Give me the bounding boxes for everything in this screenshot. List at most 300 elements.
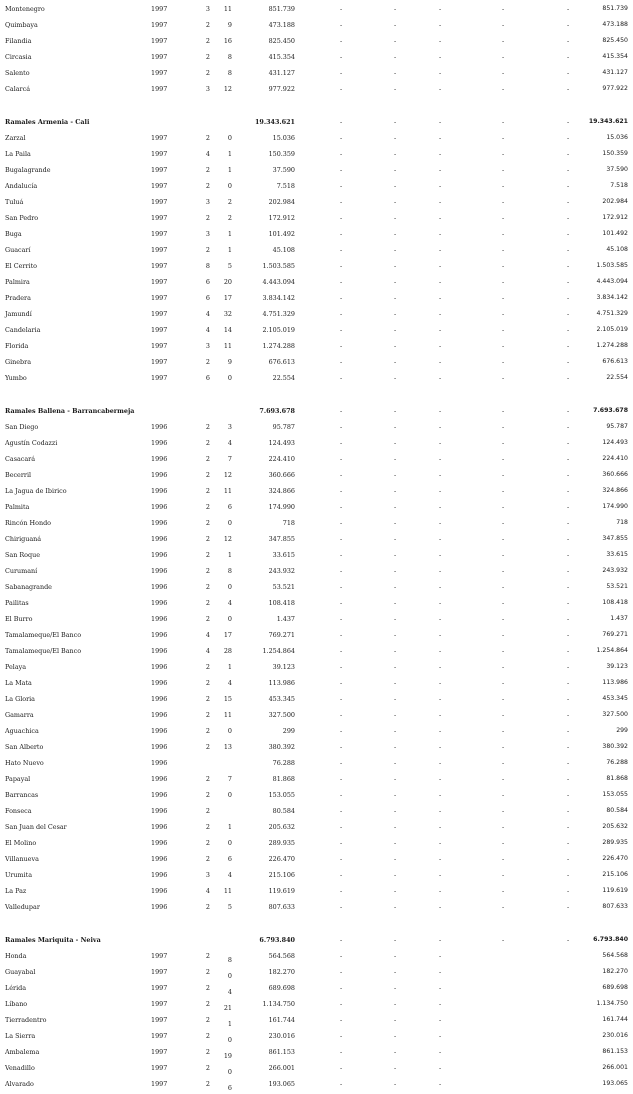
municipality-name: Tamalameque/El Banco — [5, 647, 82, 655]
count-b-cell: 11 — [223, 487, 232, 495]
table-row — [0, 292, 633, 304]
empty-cell-dash: - — [502, 631, 505, 639]
value-cell: 4.751.329 — [262, 310, 295, 318]
count-b-cell: 1 — [227, 1020, 232, 1028]
year-cell: 1997 — [151, 230, 168, 238]
year-cell: 1997 — [151, 53, 168, 61]
count-b-cell: 9 — [227, 21, 232, 29]
empty-cell-dash: - — [340, 150, 343, 158]
empty-cell-dash: - — [502, 182, 505, 190]
count-a-cell: 2 — [205, 984, 210, 992]
municipality-name: Circasia — [5, 53, 32, 61]
table-row — [0, 340, 633, 352]
count-b-cell: 16 — [223, 37, 232, 45]
value-cell: 825.450 — [268, 37, 295, 45]
count-b-cell: 0 — [227, 1036, 232, 1044]
empty-cell-dash: - — [502, 823, 505, 831]
empty-cell-dash: - — [394, 1032, 397, 1040]
empty-cell-dash: - — [394, 134, 397, 142]
empty-cell-dash: - — [394, 984, 397, 992]
total-cell: 453.345 — [602, 695, 628, 702]
total-cell: 81.868 — [606, 775, 628, 782]
total-cell: 3.834.142 — [596, 294, 628, 301]
empty-cell-dash: - — [567, 695, 570, 703]
total-cell: 1.274.288 — [596, 342, 628, 349]
value-cell: 113.986 — [268, 679, 295, 687]
count-a-cell: 4 — [205, 326, 210, 334]
year-cell: 1997 — [151, 1000, 168, 1008]
value-cell: 851.739 — [268, 5, 295, 13]
empty-cell-dash: - — [394, 599, 397, 607]
empty-cell-dash: - — [439, 150, 442, 158]
empty-cell-dash: - — [567, 118, 570, 126]
empty-cell-dash: - — [340, 727, 343, 735]
empty-cell-dash: - — [502, 807, 505, 815]
count-a-cell: 4 — [205, 150, 210, 158]
empty-cell-dash: - — [502, 519, 505, 527]
total-cell: 473.188 — [602, 21, 628, 28]
empty-cell-dash: - — [340, 214, 343, 222]
total-cell: 226.470 — [602, 855, 628, 862]
value-cell: 324.866 — [268, 487, 295, 495]
empty-cell-dash: - — [439, 711, 442, 719]
count-a-cell: 3 — [205, 342, 210, 350]
empty-cell-dash: - — [502, 423, 505, 431]
municipality-name: La Paila — [5, 150, 31, 158]
total-cell: 108.418 — [602, 599, 628, 606]
empty-cell-dash: - — [439, 887, 442, 895]
total-cell: 39.123 — [606, 663, 628, 670]
table-row — [0, 533, 633, 545]
section-total: 7.693.678 — [593, 407, 628, 414]
empty-cell-dash: - — [502, 583, 505, 591]
table-row — [0, 661, 633, 673]
empty-cell-dash: - — [567, 230, 570, 238]
empty-cell-dash: - — [439, 1048, 442, 1056]
empty-cell-dash: - — [340, 871, 343, 879]
total-cell: 676.613 — [602, 358, 628, 365]
municipality-name: La Mata — [5, 679, 32, 687]
empty-cell-dash: - — [502, 567, 505, 575]
count-b-cell: 8 — [227, 53, 232, 61]
year-cell: 1997 — [151, 246, 168, 254]
count-a-cell: 6 — [205, 278, 210, 286]
empty-cell-dash: - — [502, 663, 505, 671]
empty-cell-dash: - — [394, 551, 397, 559]
empty-cell-dash: - — [567, 535, 570, 543]
empty-cell-dash: - — [394, 118, 397, 126]
empty-cell-dash: - — [439, 198, 442, 206]
empty-cell-dash: - — [439, 1064, 442, 1072]
empty-cell-dash: - — [567, 278, 570, 286]
empty-cell-dash: - — [394, 262, 397, 270]
value-cell: 230.016 — [268, 1032, 295, 1040]
empty-cell-dash: - — [502, 743, 505, 751]
count-a-cell: 2 — [205, 791, 210, 799]
total-cell: 215.106 — [602, 871, 628, 878]
value-cell: 453.345 — [268, 695, 295, 703]
value-cell: 718 — [282, 519, 295, 527]
count-b-cell: 19 — [223, 1052, 232, 1060]
value-cell: 431.127 — [268, 69, 295, 77]
empty-cell-dash: - — [567, 294, 570, 302]
empty-cell-dash: - — [394, 5, 397, 13]
empty-cell-dash: - — [502, 535, 505, 543]
value-cell: 205.632 — [268, 823, 295, 831]
empty-cell-dash: - — [340, 358, 343, 366]
empty-cell-dash: - — [439, 551, 442, 559]
empty-cell-dash: - — [394, 423, 397, 431]
empty-cell-dash: - — [340, 952, 343, 960]
empty-cell-dash: - — [340, 230, 343, 238]
count-b-cell: 5 — [227, 903, 232, 911]
empty-cell-dash: - — [502, 262, 505, 270]
empty-cell-dash: - — [340, 968, 343, 976]
empty-cell-dash: - — [567, 936, 570, 944]
municipality-name: Buga — [5, 230, 22, 238]
year-cell: 1996 — [151, 471, 168, 479]
table-row — [0, 453, 633, 465]
empty-cell-dash: - — [439, 246, 442, 254]
year-cell: 1996 — [151, 823, 168, 831]
count-b-cell: 0 — [227, 519, 232, 527]
year-cell: 1997 — [151, 37, 168, 45]
empty-cell-dash: - — [502, 358, 505, 366]
count-b-cell: 11 — [223, 711, 232, 719]
year-cell: 1996 — [151, 807, 168, 815]
year-cell: 1996 — [151, 887, 168, 895]
total-cell: 172.912 — [602, 214, 628, 221]
empty-cell-dash: - — [502, 695, 505, 703]
year-cell: 1997 — [151, 310, 168, 318]
value-cell: 347.855 — [268, 535, 295, 543]
empty-cell-dash: - — [502, 439, 505, 447]
year-cell: 1997 — [151, 294, 168, 302]
count-a-cell: 2 — [205, 952, 210, 960]
count-a-cell: 2 — [205, 551, 210, 559]
empty-cell-dash: - — [394, 230, 397, 238]
table-row — [0, 372, 633, 384]
empty-cell-dash: - — [567, 37, 570, 45]
empty-cell-dash: - — [439, 1016, 442, 1024]
year-cell: 1996 — [151, 663, 168, 671]
empty-cell-dash: - — [567, 53, 570, 61]
empty-cell-dash: - — [502, 374, 505, 382]
empty-cell-dash: - — [567, 214, 570, 222]
empty-cell-dash: - — [394, 839, 397, 847]
count-b-cell: 13 — [223, 743, 232, 751]
total-cell: 1.503.585 — [596, 262, 628, 269]
municipality-name: Papayal — [5, 775, 31, 783]
empty-cell-dash: - — [340, 37, 343, 45]
empty-cell-dash: - — [439, 727, 442, 735]
empty-cell-dash: - — [340, 326, 343, 334]
table-row — [0, 629, 633, 641]
empty-cell-dash: - — [394, 887, 397, 895]
empty-cell-dash: - — [340, 855, 343, 863]
empty-cell-dash: - — [340, 294, 343, 302]
value-cell: 1.503.585 — [262, 262, 295, 270]
empty-cell-dash: - — [567, 21, 570, 29]
count-b-cell: 0 — [227, 727, 232, 735]
total-cell: 150.359 — [602, 150, 628, 157]
table-row — [0, 244, 633, 256]
empty-cell-dash: - — [567, 759, 570, 767]
empty-cell-dash: - — [394, 1080, 397, 1088]
empty-cell-dash: - — [340, 759, 343, 767]
municipality-name: Aguachica — [5, 727, 39, 735]
empty-cell-dash: - — [567, 631, 570, 639]
municipality-name: Venadillo — [5, 1064, 35, 1072]
empty-cell-dash: - — [439, 69, 442, 77]
empty-cell-dash: - — [502, 118, 505, 126]
municipality-name: Tierradentro — [5, 1016, 47, 1024]
count-a-cell: 2 — [205, 727, 210, 735]
empty-cell-dash: - — [502, 455, 505, 463]
count-a-cell: 2 — [205, 471, 210, 479]
count-a-cell: 2 — [205, 439, 210, 447]
year-cell: 1996 — [151, 839, 168, 847]
empty-cell-dash: - — [394, 487, 397, 495]
empty-cell-dash: - — [502, 326, 505, 334]
count-b-cell: 11 — [223, 887, 232, 895]
total-cell: 182.270 — [602, 968, 628, 975]
municipality-name: San Diego — [5, 423, 39, 431]
empty-cell-dash: - — [502, 551, 505, 559]
municipality-name: Líbano — [5, 1000, 28, 1008]
empty-cell-dash: - — [439, 952, 442, 960]
municipality-name: Tamalameque/El Banco — [5, 631, 82, 639]
empty-cell-dash: - — [394, 631, 397, 639]
table-row — [0, 324, 633, 336]
empty-cell-dash: - — [340, 134, 343, 142]
empty-cell-dash: - — [502, 855, 505, 863]
value-cell: 108.418 — [268, 599, 295, 607]
empty-cell-dash: - — [340, 791, 343, 799]
total-cell: 95.787 — [606, 423, 628, 430]
year-cell: 1996 — [151, 583, 168, 591]
empty-cell-dash: - — [502, 230, 505, 238]
empty-cell-dash: - — [439, 535, 442, 543]
table-row — [0, 581, 633, 593]
year-cell: 1997 — [151, 1080, 168, 1088]
count-a-cell: 2 — [205, 615, 210, 623]
total-cell: 1.254.864 — [596, 647, 628, 654]
municipality-name: Chiriguaná — [5, 535, 42, 543]
empty-cell-dash: - — [567, 599, 570, 607]
empty-cell-dash: - — [439, 326, 442, 334]
empty-cell-dash: - — [340, 1032, 343, 1040]
table-row — [0, 613, 633, 625]
empty-cell-dash: - — [502, 214, 505, 222]
table-row — [0, 1046, 633, 1058]
total-cell: 202.984 — [602, 198, 628, 205]
municipality-name: Casacará — [5, 455, 36, 463]
empty-cell-dash: - — [439, 695, 442, 703]
value-cell: 1.254.864 — [262, 647, 295, 655]
municipality-name: Agustín Codazzi — [5, 439, 58, 447]
section-subtotal: 7.693.678 — [259, 407, 295, 415]
count-b-cell: 7 — [227, 455, 232, 463]
empty-cell-dash: - — [394, 1064, 397, 1072]
municipality-name: San Pedro — [5, 214, 39, 222]
municipality-name: Palmita — [5, 503, 30, 511]
municipality-name: Guacarí — [5, 246, 31, 254]
total-cell: 53.521 — [606, 583, 628, 590]
year-cell: 1997 — [151, 984, 168, 992]
value-cell: 3.834.142 — [262, 294, 295, 302]
count-a-cell: 2 — [205, 69, 210, 77]
value-cell: 1.437 — [276, 615, 295, 623]
count-b-cell: 1 — [227, 663, 232, 671]
count-a-cell: 2 — [205, 679, 210, 687]
count-b-cell: 14 — [223, 326, 232, 334]
empty-cell-dash: - — [394, 647, 397, 655]
empty-cell-dash: - — [439, 984, 442, 992]
empty-cell-dash: - — [567, 358, 570, 366]
empty-cell-dash: - — [439, 567, 442, 575]
municipality-name: Gamarra — [5, 711, 34, 719]
municipality-name: Montenegro — [5, 5, 45, 13]
total-cell: 45.108 — [606, 246, 628, 253]
municipality-name: Pailitas — [5, 599, 29, 607]
count-b-cell: 12 — [223, 471, 232, 479]
total-cell: 825.450 — [602, 37, 628, 44]
empty-cell-dash: - — [394, 326, 397, 334]
year-cell: 1996 — [151, 551, 168, 559]
count-b-cell: 6 — [227, 503, 232, 511]
value-cell: 415.354 — [268, 53, 295, 61]
empty-cell-dash: - — [439, 487, 442, 495]
year-cell: 1996 — [151, 519, 168, 527]
value-cell: 215.106 — [268, 871, 295, 879]
empty-cell-dash: - — [502, 198, 505, 206]
empty-cell-dash: - — [439, 903, 442, 911]
table-row — [0, 853, 633, 865]
empty-cell-dash: - — [394, 903, 397, 911]
year-cell: 1997 — [151, 1064, 168, 1072]
municipality-name: Sabanagrande — [5, 583, 52, 591]
municipality-name: Bugalagrande — [5, 166, 51, 174]
empty-cell-dash: - — [567, 439, 570, 447]
empty-cell-dash: - — [439, 855, 442, 863]
total-cell: 4.751.329 — [596, 310, 628, 317]
value-cell: 689.698 — [268, 984, 295, 992]
empty-cell-dash: - — [340, 599, 343, 607]
value-cell: 150.359 — [268, 150, 295, 158]
empty-cell-dash: - — [394, 407, 397, 415]
empty-cell-dash: - — [567, 839, 570, 847]
table-row — [0, 1030, 633, 1042]
value-cell: 266.001 — [268, 1064, 295, 1072]
empty-cell-dash: - — [340, 743, 343, 751]
empty-cell-dash: - — [439, 134, 442, 142]
empty-cell-dash: - — [439, 823, 442, 831]
empty-cell-dash: - — [567, 423, 570, 431]
total-cell: 243.932 — [602, 567, 628, 574]
count-b-cell: 1 — [227, 551, 232, 559]
value-cell: 101.492 — [268, 230, 295, 238]
empty-cell-dash: - — [567, 182, 570, 190]
value-cell: 22.554 — [272, 374, 295, 382]
municipality-name: Pradera — [5, 294, 31, 302]
municipality-name: Palmira — [5, 278, 30, 286]
year-cell: 1997 — [151, 198, 168, 206]
empty-cell-dash: - — [502, 5, 505, 13]
municipality-name: Ambalema — [5, 1048, 40, 1056]
empty-cell-dash: - — [502, 679, 505, 687]
table-row — [0, 260, 633, 272]
year-cell: 1997 — [151, 968, 168, 976]
count-a-cell: 2 — [205, 1048, 210, 1056]
table-row — [0, 51, 633, 63]
empty-cell-dash: - — [567, 262, 570, 270]
year-cell: 1996 — [151, 903, 168, 911]
year-cell: 1996 — [151, 631, 168, 639]
count-b-cell: 4 — [227, 439, 232, 447]
year-cell: 1996 — [151, 855, 168, 863]
empty-cell-dash: - — [340, 1048, 343, 1056]
count-a-cell: 2 — [205, 166, 210, 174]
count-b-cell: 9 — [227, 358, 232, 366]
empty-cell-dash: - — [439, 407, 442, 415]
empty-cell-dash: - — [439, 1080, 442, 1088]
empty-cell-dash: - — [340, 711, 343, 719]
empty-cell-dash: - — [567, 69, 570, 77]
empty-cell-dash: - — [394, 775, 397, 783]
table-row — [0, 693, 633, 705]
year-cell: 1996 — [151, 679, 168, 687]
table-row — [0, 789, 633, 801]
table-row — [0, 998, 633, 1010]
year-cell: 1996 — [151, 615, 168, 623]
empty-cell-dash: - — [502, 503, 505, 511]
empty-cell-dash: - — [394, 936, 397, 944]
value-cell: 380.392 — [268, 743, 295, 751]
empty-cell-dash: - — [439, 294, 442, 302]
empty-cell-dash: - — [394, 214, 397, 222]
empty-cell-dash: - — [340, 342, 343, 350]
municipality-name: La Sierra — [5, 1032, 36, 1040]
year-cell: 1996 — [151, 567, 168, 575]
empty-cell-dash: - — [340, 887, 343, 895]
empty-cell-dash: - — [340, 198, 343, 206]
value-cell: 153.055 — [268, 791, 295, 799]
total-cell: 224.410 — [602, 455, 628, 462]
municipality-name: Becerril — [5, 471, 32, 479]
empty-cell-dash: - — [567, 743, 570, 751]
count-b-cell: 5 — [227, 262, 232, 270]
total-cell: 851.739 — [602, 5, 628, 12]
empty-cell-dash: - — [502, 471, 505, 479]
count-b-cell: 17 — [223, 631, 232, 639]
total-cell: 1.134.750 — [596, 1000, 628, 1007]
table-row — [0, 885, 633, 897]
empty-cell-dash: - — [394, 759, 397, 767]
empty-cell-dash: - — [567, 374, 570, 382]
empty-cell-dash: - — [567, 855, 570, 863]
empty-cell-dash: - — [340, 487, 343, 495]
year-cell: 1996 — [151, 455, 168, 463]
table-row — [0, 549, 633, 561]
total-cell: 718 — [616, 519, 628, 526]
total-cell: 174.990 — [602, 503, 628, 510]
empty-cell-dash: - — [340, 679, 343, 687]
municipality-name: Fonseca — [5, 807, 32, 815]
value-cell: 564.568 — [268, 952, 295, 960]
empty-cell-dash: - — [340, 310, 343, 318]
value-cell: 7.518 — [276, 182, 295, 190]
